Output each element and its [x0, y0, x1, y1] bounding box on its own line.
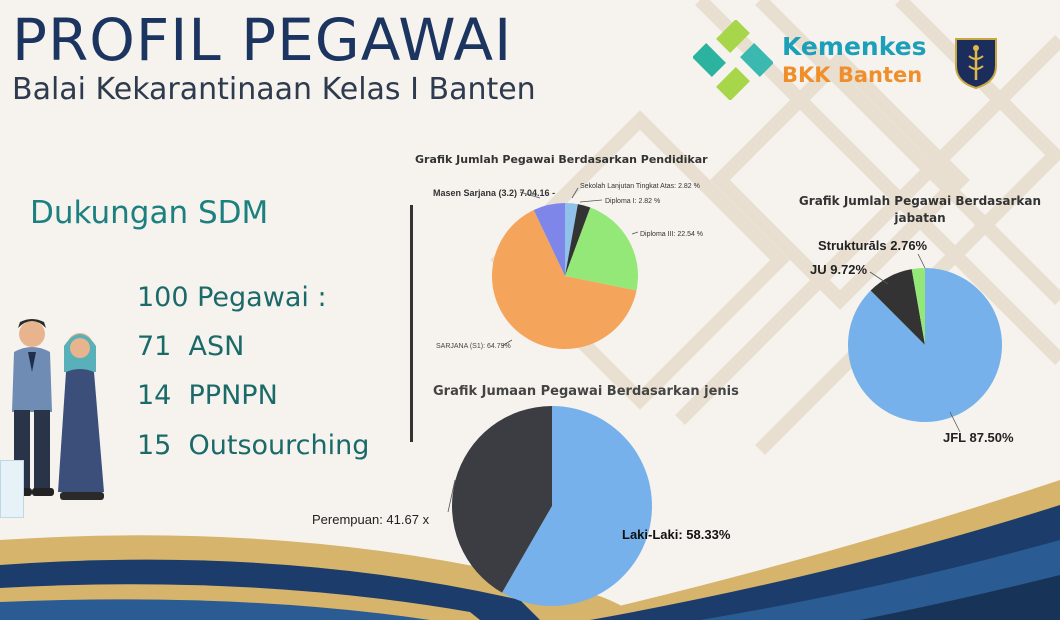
- kemenkes-logo-icon: [693, 20, 773, 100]
- edu-label-sarjana: SARJANA (S1): 64.79%: [436, 343, 511, 350]
- education-pie-chart: [420, 170, 720, 360]
- gender-label-male: Laki-Laki: 58.33%: [622, 527, 731, 542]
- stat-total: 100 Pegawai :: [137, 282, 327, 313]
- page-title: PROFIL PEGAWAI: [12, 6, 513, 74]
- pos-label-ju: JU 9.72%: [810, 262, 868, 277]
- stat-ppnpn: 14 PPNPN: [137, 380, 278, 411]
- edu-label-slta: Sekolah Lanjutan Tingkat Atas: 2.82 %: [580, 183, 700, 190]
- brand-subname: BKK Banten: [782, 63, 923, 87]
- page-subtitle: Balai Kekarantinaan Kelas I Banten: [12, 72, 536, 107]
- pos-label-jfl: JFL 87.50%: [943, 430, 1014, 445]
- gender-chart-title: Grafik Jumaan Pegawai Berdasarkan jenis: [433, 384, 739, 399]
- position-pie-chart: [800, 232, 1060, 460]
- edu-label-diploma1: Diploma I: 2.82 %: [605, 198, 661, 205]
- document-icon: [0, 460, 24, 518]
- position-chart-title: Grafik Jumlah Pegawai Berdasarkan jabatan: [798, 194, 1042, 225]
- gender-pie-chart: [300, 400, 760, 612]
- brand-name: Kemenkes: [782, 32, 927, 61]
- pos-label-struktural: Strukturāls 2.76%: [818, 238, 928, 253]
- edu-label-diploma3: Diploma III: 22.54 %: [640, 231, 704, 238]
- edu-label-magister: Masen Sarjana (3.2) 7.04.16 -: [433, 188, 556, 198]
- section-heading: Dukungan SDM: [30, 195, 269, 231]
- stat-outsourcing: 15 Outsourching: [137, 430, 370, 461]
- education-chart-title: Grafik Jumlah Pegawai Berdasarkan Pendidikar: [415, 153, 708, 166]
- emblem-icon: [953, 36, 999, 90]
- gender-label-female: Perempuan: 41.67 x: [312, 512, 430, 527]
- stat-asn: 71 ASN: [137, 331, 245, 362]
